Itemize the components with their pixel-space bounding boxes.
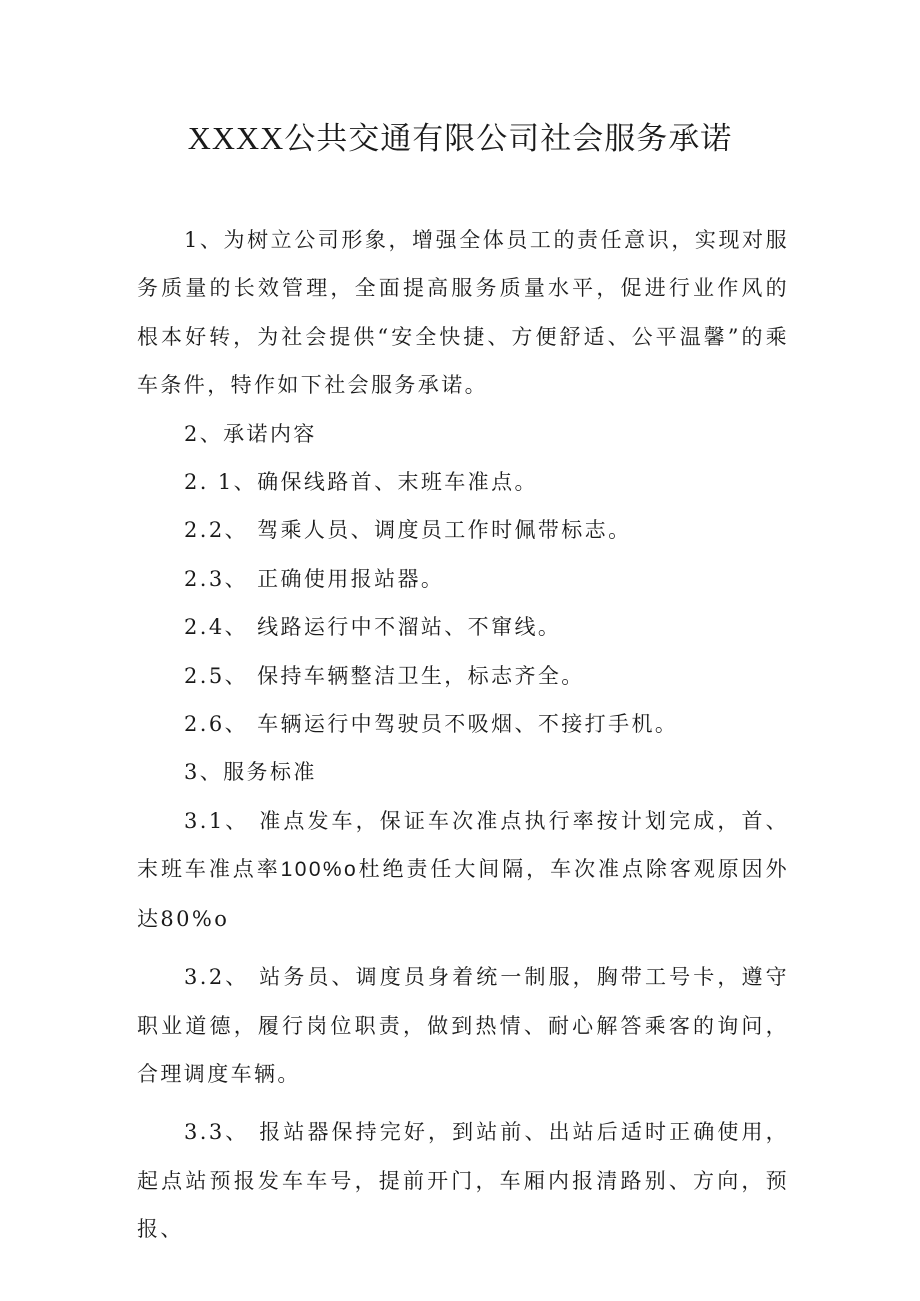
paragraph-purpose: 1、为树立公司形象，增强全体员工的责任意识，实现对服务质量的长效管理，全面提高服务质量水平，促进行业作风的根本好转，为社会提供“安全快捷、方便舒适、公平温馨”的乘车条件，特作如下社会服务承诺。 <box>137 228 789 398</box>
title-text: 公共交通有限公司社会服务承诺 <box>284 121 733 157</box>
document-title <box>0 112 920 165</box>
item-3-1-text-a: 3.1、 准点发车，保证车次准点执行率按计划完成，首、末班车准点率 <box>137 808 789 882</box>
document-body <box>137 216 789 1254</box>
heading-commitments: 2、承诺内容 <box>184 421 317 446</box>
item-2-2: 2.2、 驾乘人员、调度员工作时佩带标志。 <box>184 518 632 543</box>
item-2-4: 2.4、 线路运行中不溜站、不窜线。 <box>184 615 562 640</box>
item-3-1-text-b: 杜绝责任大间隔，车次准点除客观原因外达 <box>137 857 789 931</box>
item-3-2: 3.2、 站务员、调度员身着统一制服，胸带工号卡，遵守职业道德，履行岗位职责，做到热情、耐心解答乘客的询问，合理调度车辆。 <box>137 965 789 1086</box>
item-2-6: 2.6、 车辆运行中驾驶员不吸烟、不接打手机。 <box>184 712 679 737</box>
item-2-1: 2. 1、确保线路首、末班车准点。 <box>184 470 538 495</box>
item-3-1 <box>137 797 789 943</box>
heading-service-standards: 3、服务标准 <box>184 760 317 785</box>
item-2-3: 2.3、 正确使用报站器。 <box>184 566 445 591</box>
item-3-1-rate-b: 80%o <box>160 906 230 931</box>
item-3-1-rate: 100%o <box>280 858 359 882</box>
item-3-3: 3.3、 报站器保持完好，到站前、出站后适时正确使用，起点站预报发车车号，提前开门，车厢内报清路别、方向，预报、 <box>137 1120 789 1242</box>
title-company-placeholder: XXXX <box>187 120 285 156</box>
item-2-5: 2.5、 保持车辆整洁卫生，标志齐全。 <box>184 663 585 688</box>
